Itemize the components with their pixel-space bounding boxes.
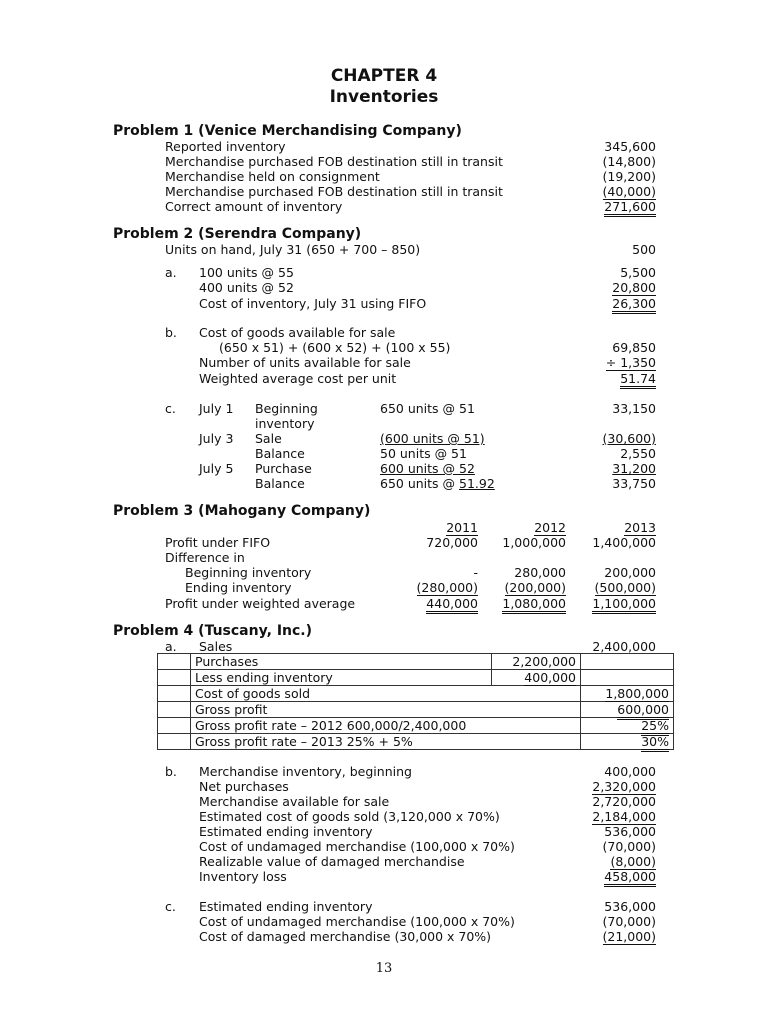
- p2-b-letter: b.: [165, 325, 177, 340]
- p2-c-date: July 3: [199, 431, 234, 446]
- p3-value: (200,000): [504, 580, 566, 595]
- p4-b-value: (8,000): [610, 854, 656, 869]
- p2-b-total: 51.74: [620, 371, 656, 389]
- page-number: 13: [375, 961, 393, 976]
- p2-c-units-prefix: 650 units @: [380, 476, 460, 491]
- p4-b-label: Net purchases: [199, 779, 289, 794]
- p2-units-value: 500: [632, 242, 656, 257]
- p4-a-letter: a.: [165, 639, 177, 654]
- p4-b-letter: b.: [165, 764, 177, 779]
- p1-total: 271,600: [604, 199, 656, 217]
- table-cell-mid: [492, 734, 581, 750]
- p4-b-value: 2,320,000: [592, 779, 656, 794]
- p2-c-date: July 5: [199, 461, 234, 476]
- p4-b-value: 400,000: [604, 764, 656, 779]
- p1-value: (19,200): [602, 169, 656, 184]
- p1-value: 345,600: [604, 139, 656, 154]
- p4-b-label: Realizable value of damaged merchandise: [199, 854, 465, 869]
- p3-label: Profit under weighted average: [165, 596, 356, 611]
- p1-label: Merchandise held on consignment: [165, 169, 380, 184]
- p2-a-label: 100 units @ 55: [199, 265, 294, 280]
- p2-c-value: (30,600): [602, 431, 656, 446]
- table-cell-label: Less ending inventory: [191, 670, 492, 686]
- p3-value: (500,000): [594, 580, 656, 595]
- p3-value: 1,400,000: [592, 535, 656, 550]
- p4-b-label: Cost of undamaged merchandise (100,000 x 70%): [199, 839, 515, 854]
- p3-value: 1,000,000: [502, 535, 566, 550]
- p2-c-units: (600 units @ 51): [380, 431, 485, 446]
- p4-b-label: Merchandise inventory, beginning: [199, 764, 412, 779]
- p4-c-value: (70,000): [602, 914, 656, 929]
- p2-c-desc: Purchase: [255, 461, 312, 476]
- p2-c-desc: Balance: [255, 446, 305, 461]
- p1-value: (14,800): [602, 154, 656, 169]
- p4-c-value: 536,000: [604, 899, 656, 914]
- p2-b-value: 69,850: [612, 340, 656, 355]
- p3-total: 1,100,000: [592, 596, 656, 614]
- p3-year: 2013: [624, 520, 656, 535]
- p2-b-value: ÷ 1,350: [605, 355, 656, 370]
- p2-c-units: [380, 476, 495, 491]
- p2-c-value: 33,750: [612, 476, 656, 491]
- problem-3-title: Problem 3 (Mahogany Company): [113, 503, 371, 519]
- p2-a-value: 5,500: [620, 265, 656, 280]
- problem-1-title: Problem 1 (Venice Merchandising Company): [113, 123, 462, 139]
- p1-label: Reported inventory: [165, 139, 286, 154]
- p3-label: Difference in: [165, 550, 245, 565]
- p2-b-label: Weighted average cost per unit: [199, 371, 397, 386]
- p2-a-label: Cost of inventory, July 31 using FIFO: [199, 296, 427, 311]
- p1-value: (40,000): [602, 184, 656, 199]
- gross-profit-table: [157, 653, 674, 750]
- table-cell-mid: [492, 718, 581, 734]
- table-cell-label: Gross profit rate – 2012 600,000/2,400,000: [191, 718, 492, 734]
- table-row: [158, 686, 674, 702]
- p2-units-label: Units on hand, July 31 (650 + 700 – 850): [165, 242, 421, 257]
- p4-b-label: Inventory loss: [199, 869, 287, 884]
- p3-value: 720,000: [426, 535, 478, 550]
- problem-4-title: Problem 4 (Tuscany, Inc.): [113, 623, 313, 639]
- p2-a-letter: a.: [165, 265, 177, 280]
- p4-a-sales-value: 2,400,000: [592, 639, 656, 654]
- p2-c-units: 600 units @ 52: [380, 461, 475, 476]
- p4-c-label: Estimated ending inventory: [199, 899, 373, 914]
- p4-b-value: 2,720,000: [592, 794, 656, 809]
- table-row: [158, 702, 674, 718]
- table-row: [158, 654, 674, 670]
- p2-c-value: 2,550: [620, 446, 656, 461]
- p4-c-letter: c.: [165, 899, 176, 914]
- p4-c-label: Cost of undamaged merchandise (100,000 x 70%): [199, 914, 515, 929]
- p2-c-value: 31,200: [612, 461, 656, 476]
- table-cell-right: [581, 654, 674, 670]
- p3-value: 200,000: [604, 565, 656, 580]
- p2-a-total: 26,300: [612, 296, 656, 314]
- p3-total: 1,080,000: [502, 596, 566, 614]
- p3-year: 2012: [534, 520, 566, 535]
- table-cell-right: 25%: [581, 718, 674, 734]
- p2-a-value: 20,800: [612, 280, 656, 295]
- p2-c-date: July 1: [199, 401, 234, 416]
- table-cell-right: 30%: [581, 734, 674, 750]
- p3-total: 440,000: [426, 596, 478, 614]
- table-cell-right: 600,000: [581, 702, 674, 718]
- table-cell-mid: [492, 702, 581, 718]
- table-row: [158, 734, 674, 750]
- p3-label: Beginning inventory: [185, 565, 312, 580]
- chapter-subtitle: Inventories: [329, 87, 439, 107]
- table-cell-label: Purchases: [191, 654, 492, 670]
- table-cell-right: 1,800,000: [581, 686, 674, 702]
- p4-c-value: (21,000): [602, 929, 656, 944]
- p4-b-value: 536,000: [604, 824, 656, 839]
- p3-value: 280,000: [514, 565, 566, 580]
- p1-label: Merchandise purchased FOB destination still in transit: [165, 154, 503, 169]
- p2-a-label: 400 units @ 52: [199, 280, 294, 295]
- p3-year: 2011: [446, 520, 478, 535]
- p2-b-label: Number of units available for sale: [199, 355, 411, 370]
- p2-c-desc: Beginning: [255, 401, 318, 416]
- p4-b-label: Merchandise available for sale: [199, 794, 390, 809]
- p2-c-units: 50 units @ 51: [380, 446, 467, 461]
- table-row: [158, 670, 674, 686]
- p4-c-label: Cost of damaged merchandise (30,000 x 70%): [199, 929, 492, 944]
- table-cell-label: Gross profit rate – 2013 25% + 5%: [191, 734, 492, 750]
- p2-b-formula: (650 x 51) + (600 x 52) + (100 x 55): [219, 340, 451, 355]
- chapter-title: CHAPTER 4: [330, 66, 438, 86]
- p2-c-letter: c.: [165, 401, 176, 416]
- table-row: [158, 718, 674, 734]
- p1-label: Merchandise purchased FOB destination still in transit: [165, 184, 503, 199]
- p3-label: Ending inventory: [185, 580, 292, 595]
- p4-b-label: Estimated cost of goods sold (3,120,000 x 70%): [199, 809, 500, 824]
- p4-b-value: 2,184,000: [592, 809, 656, 824]
- p3-value: (280,000): [416, 580, 478, 595]
- p2-c-unit-cost: 51.92: [459, 476, 495, 491]
- p2-c-desc: Sale: [255, 431, 282, 446]
- problem-2-title: Problem 2 (Serendra Company): [113, 226, 362, 242]
- p2-c-desc: inventory: [255, 416, 315, 431]
- p4-a-sales-label: Sales: [199, 639, 233, 654]
- p1-label: Correct amount of inventory: [165, 199, 343, 214]
- table-cell-label: Gross profit: [191, 702, 492, 718]
- table-cell-mid: 2,200,000: [492, 654, 581, 670]
- p2-c-desc: Balance: [255, 476, 305, 491]
- p4-b-label: Estimated ending inventory: [199, 824, 373, 839]
- p2-c-value: 33,150: [612, 401, 656, 416]
- p3-value: -: [473, 565, 478, 580]
- p3-label: Profit under FIFO: [165, 535, 271, 550]
- p2-c-units: 650 units @ 51: [380, 401, 475, 416]
- table-cell-mid: 400,000: [492, 670, 581, 686]
- p4-b-total: 458,000: [604, 869, 656, 887]
- table-cell-mid: [492, 686, 581, 702]
- table-cell-label: Cost of goods sold: [191, 686, 492, 702]
- p4-b-value: (70,000): [602, 839, 656, 854]
- p2-b-label: Cost of goods available for sale: [199, 325, 396, 340]
- table-cell-right: [581, 670, 674, 686]
